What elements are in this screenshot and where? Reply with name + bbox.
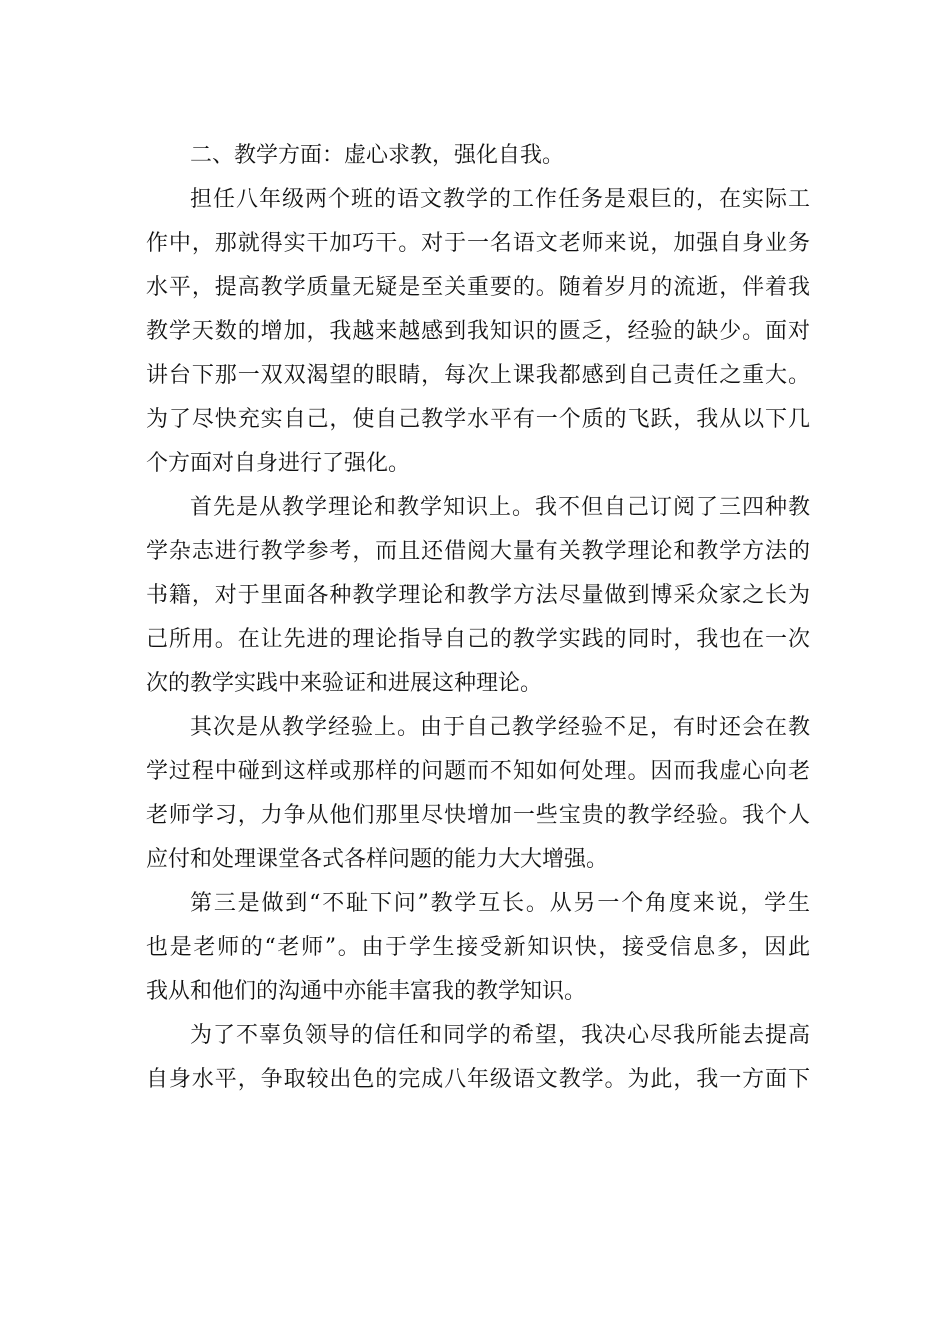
paragraph-line: 作中，那就得实干加巧干。对于一名语文老师来说，加强自身业务 bbox=[146, 231, 810, 256]
paragraph-line: 其次是从教学经验上。由于自己教学经验不足，有时还会在教 bbox=[190, 715, 810, 740]
paragraph-line: 教学天数的增加，我越来越感到我知识的匮乏，经验的缺少。面对 bbox=[146, 319, 810, 344]
paragraph-line: 为了尽快充实自己，使自己教学水平有一个质的飞跃，我从以下几 bbox=[146, 407, 810, 432]
paragraph-line: 第三是做到“不耻下问”教学互长。从另一个角度来说，学生 bbox=[190, 891, 810, 916]
paragraph-line: 首先是从教学理论和教学知识上。我不但自己订阅了三四种教 bbox=[190, 495, 810, 520]
paragraph-line: 应付和处理课堂各式各样问题的能力大大增强。 bbox=[146, 847, 609, 872]
paragraph-line: 学过程中碰到这样或那样的问题而不知如何处理。因而我虚心向老 bbox=[146, 759, 810, 784]
paragraph-line: 自身水平，争取较出色的完成八年级语文教学。为此，我一方面下 bbox=[146, 1067, 810, 1092]
paragraph-line: 书籍，对于里面各种教学理论和教学方法尽量做到博采众家之长为 bbox=[146, 583, 810, 608]
paragraph-line: 也是老师的“老师”。由于学生接受新知识快，接受信息多，因此 bbox=[146, 935, 810, 960]
paragraph-line: 个方面对自身进行了强化。 bbox=[146, 451, 411, 476]
paragraph-line: 讲台下那一双双渴望的眼睛，每次上课我都感到自己责任之重大。 bbox=[146, 363, 810, 388]
section-heading: 二、教学方面：虚心求教，强化自我。 bbox=[190, 143, 565, 168]
paragraph-line: 老师学习，力争从他们那里尽快增加一些宝贵的教学经验。我个人 bbox=[146, 803, 810, 828]
paragraph-line: 担任八年级两个班的语文教学的工作任务是艰巨的，在实际工 bbox=[190, 187, 810, 212]
paragraph-line: 学杂志进行教学参考，而且还借阅大量有关教学理论和教学方法的 bbox=[146, 539, 810, 564]
paragraph-line: 我从和他们的沟通中亦能丰富我的教学知识。 bbox=[146, 979, 587, 1004]
document-body bbox=[146, 134, 810, 1102]
paragraph-line: 为了不辜负领导的信任和同学的希望，我决心尽我所能去提高 bbox=[190, 1023, 810, 1048]
paragraph-line: 己所用。在让先进的理论指导自己的教学实践的同时，我也在一次 bbox=[146, 627, 810, 652]
paragraph-line: 水平，提高教学质量无疑是至关重要的。随着岁月的流逝，伴着我 bbox=[146, 275, 810, 300]
paragraph-line: 次的教学实践中来验证和进展这种理论。 bbox=[146, 671, 543, 696]
